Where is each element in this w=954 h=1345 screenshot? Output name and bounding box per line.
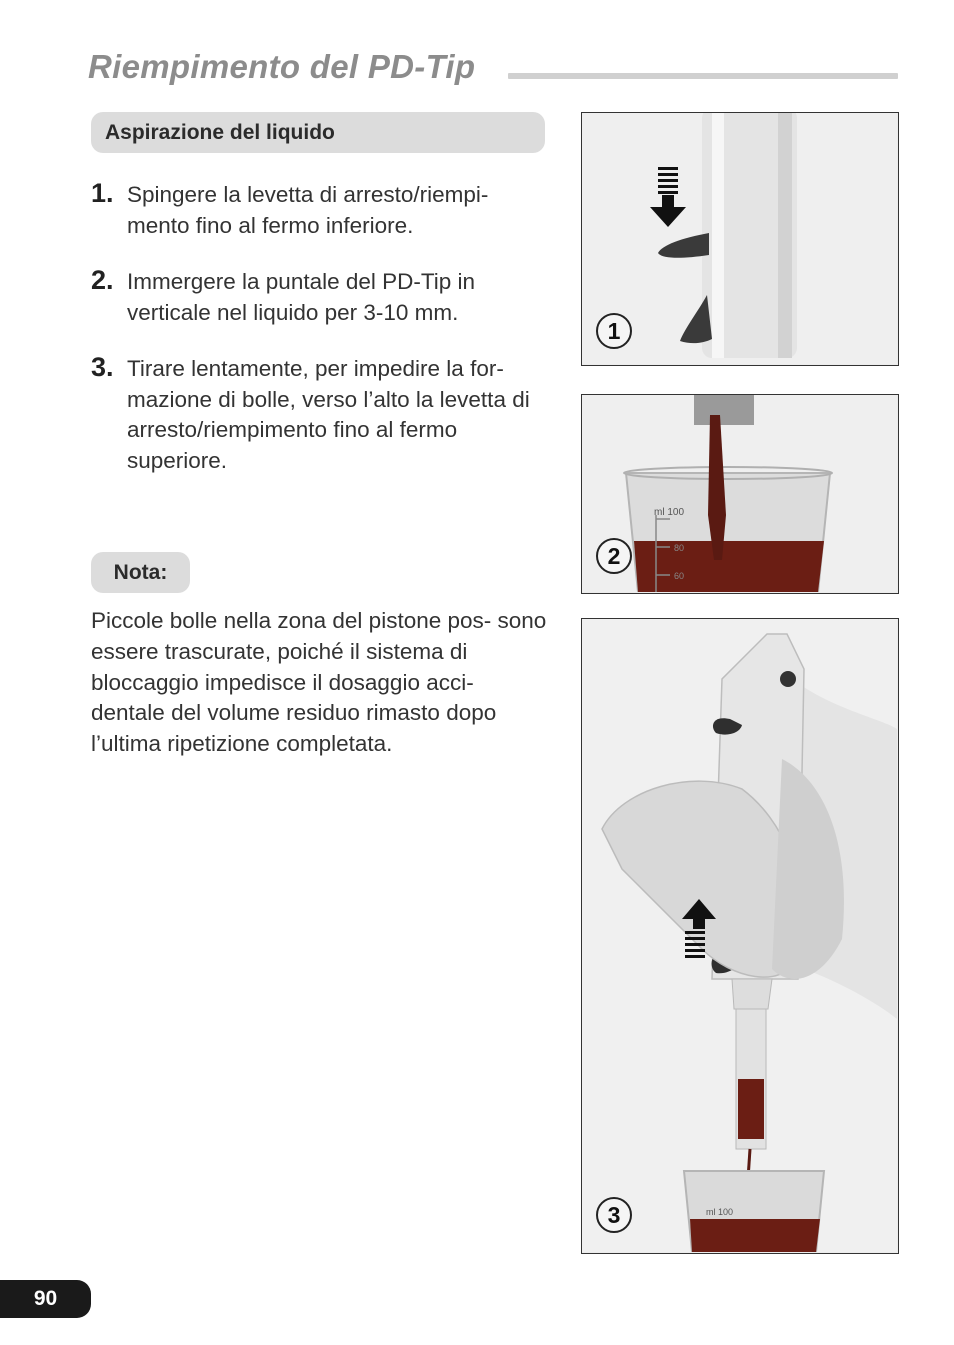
- beaker-tick-label: 80: [674, 543, 685, 553]
- figure-badge-1: 1: [596, 313, 632, 349]
- figure-2: [581, 394, 899, 594]
- note-text: Piccole bolle nella zona del pistone pos- sono essere trascurate, poiché il sistema di bloccaggio impedisce il dosaggio acci- dentale del volume residuo rimasto dopo l’ultima ripetizione completata.: [91, 608, 547, 757]
- step-1: [91, 180, 551, 241]
- figure-1: [581, 112, 899, 366]
- step-text: Spingere la levetta di arresto/riempi- mento fino al fermo inferiore.: [127, 182, 489, 238]
- figure-3: [581, 618, 899, 1254]
- beaker-label: ml 100: [654, 507, 685, 518]
- beaker-tick-label: 60: [674, 571, 685, 581]
- figure-badge-3: 3: [596, 1197, 632, 1233]
- note-label: Nota:: [91, 552, 190, 593]
- page-number: 90: [0, 1280, 91, 1318]
- step-number: 3.: [91, 352, 114, 382]
- step-text: Immergere la puntale del PD-Tip in verticale nel liquido per 3-10 mm.: [127, 269, 476, 325]
- step-text: Tirare lentamente, per impedire la for- mazione di bolle, verso l’alto la levetta di arresto/riempimento fino al fermo superiore.: [127, 356, 530, 473]
- section-heading: Aspirazione del liquido: [91, 112, 545, 153]
- step-3: [91, 354, 551, 476]
- step-number: 2.: [91, 265, 114, 295]
- beaker-label: ml 100: [706, 1207, 734, 1217]
- page-title: Riempimento del PD-Tip: [88, 48, 476, 85]
- steps-list: [91, 180, 551, 476]
- title-rule: [508, 73, 898, 79]
- step-2: [91, 267, 551, 328]
- figure-badge-2: 2: [596, 538, 632, 574]
- hand-pipette-illustration: [582, 619, 897, 1252]
- step-number: 1.: [91, 178, 114, 208]
